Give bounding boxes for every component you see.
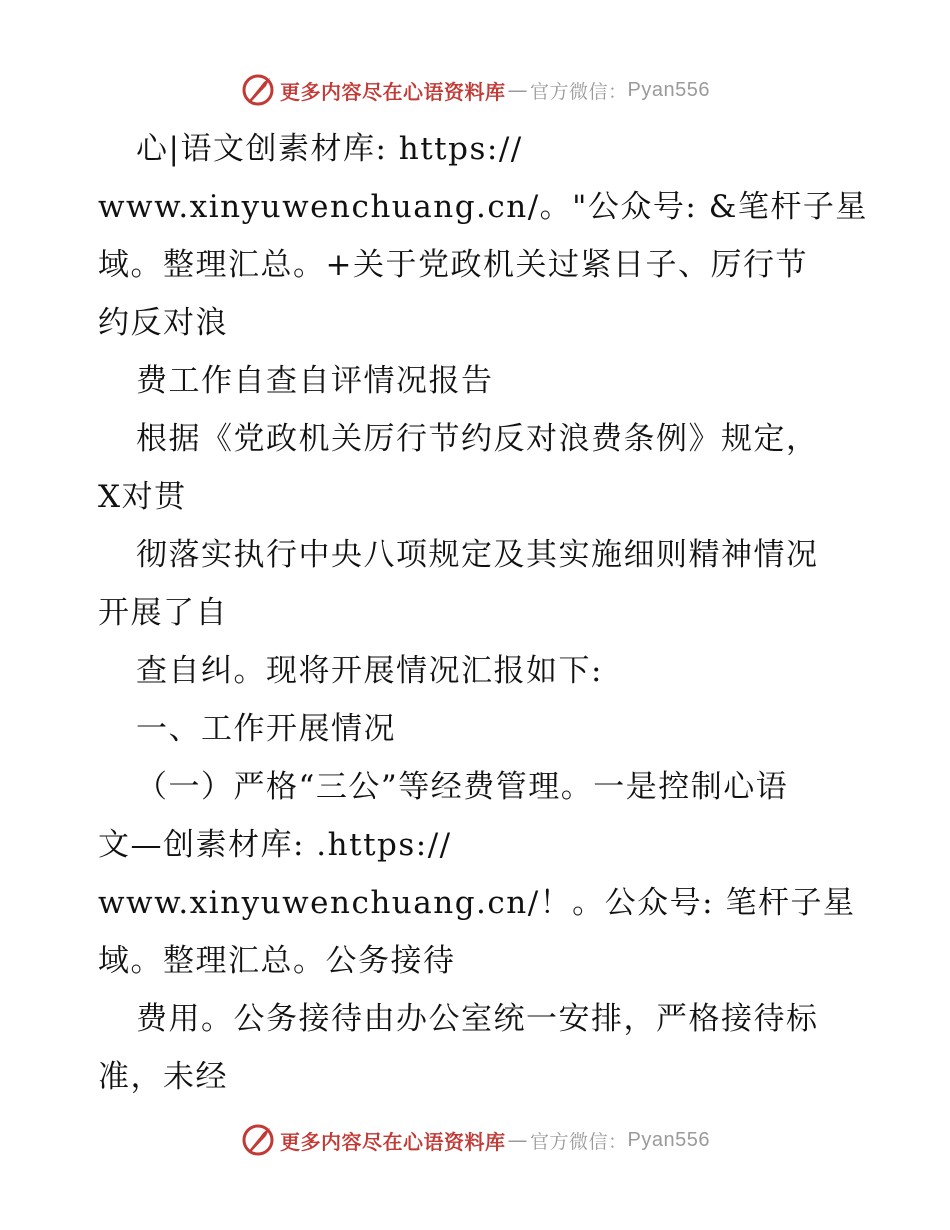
banner-wechat-label: 官方微信： <box>530 1130 628 1153</box>
text-line: 心|语文创素材库: https:// <box>136 131 523 167</box>
text-line: www.xinyuwenchuang.cn/。"公众号: &笔杆子星 <box>98 189 868 225</box>
banner-dash: — <box>507 78 528 102</box>
text-line: 费用。公务接待由办公室统一安排，严格接待标 <box>136 1001 819 1037</box>
text-line: X对贯 <box>98 479 187 515</box>
section-heading: 一、工作开展情况 <box>136 711 396 747</box>
header-banner <box>0 70 950 110</box>
banner-title: 更多内容尽在心语资料库 <box>280 79 506 104</box>
banner-wechat-id: Pyan556 <box>627 78 710 101</box>
text-line: 费工作自查自评情况报告 <box>136 363 494 399</box>
quill-logo-icon <box>240 1122 276 1158</box>
text-line: 查自纠。现将开展情况汇报如下: <box>136 653 603 689</box>
text-line: 文—创素材库: .https:// <box>98 827 452 863</box>
banner-dash: — <box>507 1128 528 1152</box>
document-body <box>98 120 868 1106</box>
quill-logo-icon <box>240 72 276 108</box>
banner-wechat-id: Pyan556 <box>627 1128 710 1151</box>
text-line: 准，未经 <box>98 1059 228 1095</box>
text-line: 域。整理汇总。公务接待 <box>98 943 456 979</box>
text-line: 彻落实执行中央八项规定及其实施细则精神情况 <box>136 537 819 573</box>
banner-title: 更多内容尽在心语资料库 <box>280 1129 506 1154</box>
text-line: （一）严格“三公”等经费管理。一是控制心语 <box>136 769 789 805</box>
text-line: 约反对浪 <box>98 305 228 341</box>
text-line: 域。整理汇总。+关于党政机关过紧日子、厉行节 <box>98 247 808 283</box>
text-line: 根据《党政机关厉行节约反对浪费条例》规定， <box>136 421 819 457</box>
text-line: 开展了自 <box>98 595 228 631</box>
banner-wechat-label: 官方微信： <box>530 80 628 103</box>
text-line: www.xinyuwenchuang.cn/！。公众号: 笔杆子星 <box>98 885 856 921</box>
footer-banner <box>0 1120 950 1160</box>
